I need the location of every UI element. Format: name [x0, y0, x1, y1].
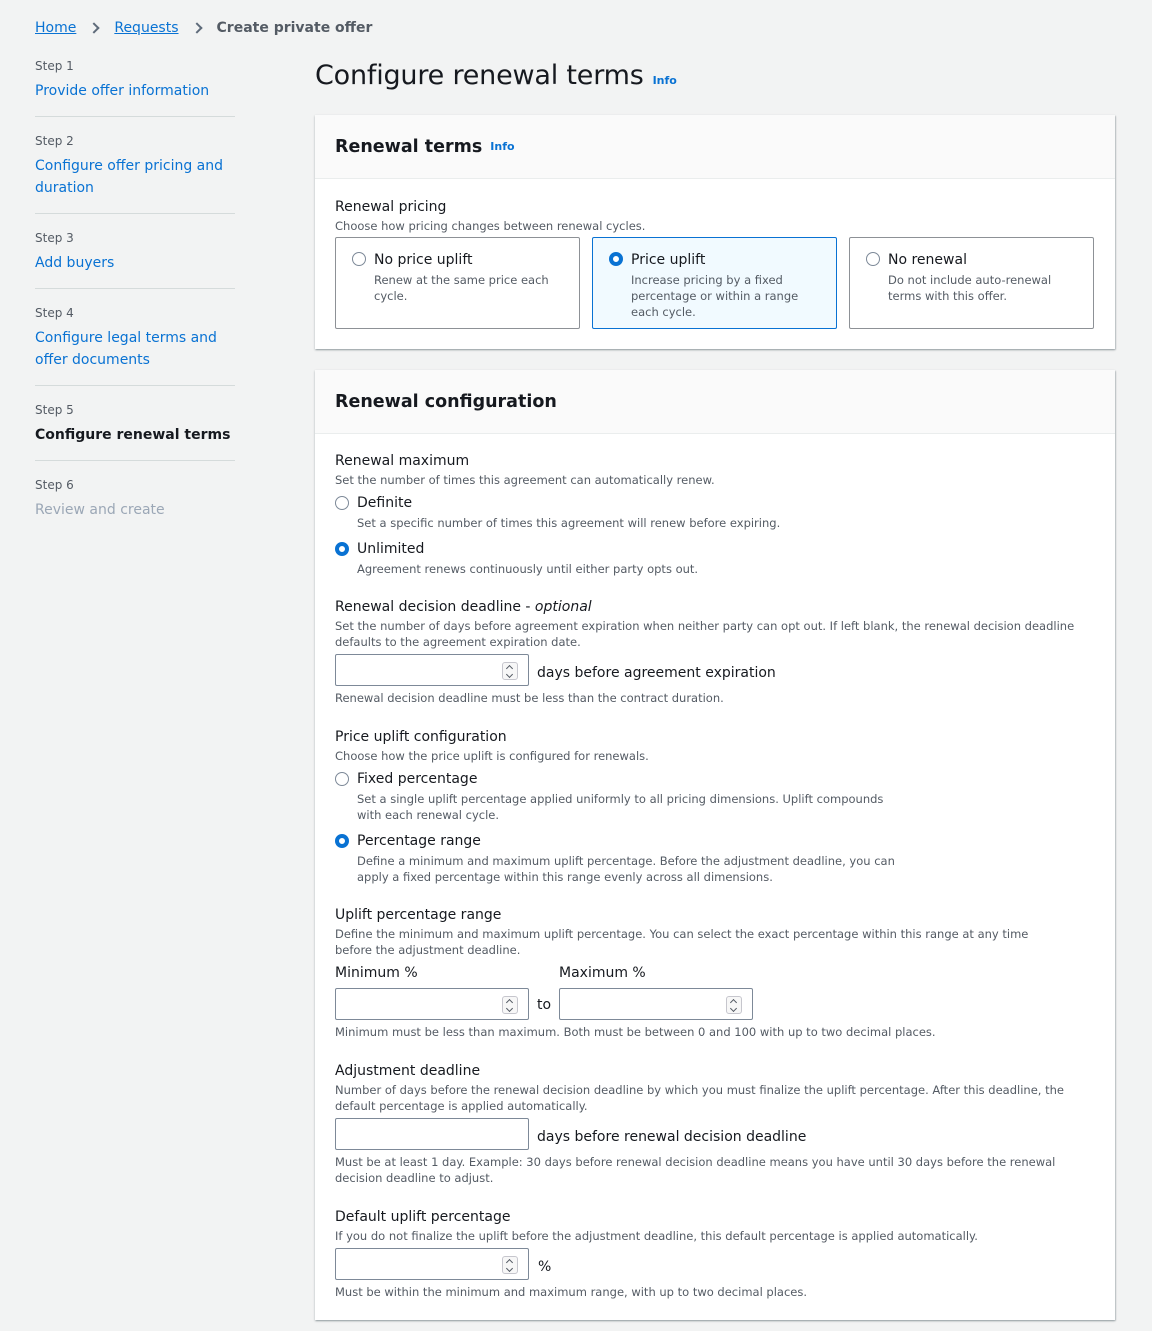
adjustment-label: Adjustment deadline [335, 1063, 481, 1079]
page-info-link[interactable]: Info [652, 74, 677, 87]
radio-label: Fixed percentage [357, 771, 478, 787]
range-label: Uplift percentage range [335, 907, 502, 923]
radio-checked-icon[interactable] [335, 542, 349, 556]
stepper-icon[interactable] [502, 662, 518, 680]
radio-label: Percentage range [357, 833, 481, 849]
deadline-desc: Set the number of days before agreement expiration when neither party can opt out. If left blank, the renewal decision deadline defaults to the agreement expiration date. [335, 619, 1075, 649]
tile-no-price-uplift[interactable] [335, 237, 580, 329]
radio-desc: Set a specific number of times this agreement will renew before expiring. [357, 516, 781, 530]
default-uplift-input[interactable] [335, 1248, 529, 1280]
tile-no-renewal[interactable] [849, 237, 1094, 329]
step-number: Step 4 [35, 306, 74, 320]
radio-desc: Agreement renews continuously until either party opts out. [357, 562, 699, 576]
deadline-label-text: Renewal decision deadline - [335, 599, 535, 615]
radio-unchecked-icon[interactable] [335, 496, 349, 510]
adjustment-desc: Number of days before the renewal decision deadline by which you must finalize the uplift percentage. After this deadline, the default percentage is applied automatically. [335, 1083, 1064, 1113]
deadline-optional-text: optional [534, 599, 592, 615]
default-uplift-suffix: % [538, 1259, 552, 1275]
radio-fixed-percentage[interactable] [335, 769, 895, 823]
radio-unchecked-icon[interactable] [866, 252, 880, 266]
step-1 [35, 58, 235, 117]
deadline-label [335, 597, 592, 617]
default-uplift-hint: Must be within the minimum and maximum range, with up to two decimal places. [335, 1285, 808, 1299]
breadcrumb-home-link[interactable]: Home [35, 20, 77, 36]
breadcrumb-requests-link[interactable]: Requests [114, 20, 179, 36]
deadline-days-input[interactable] [335, 654, 529, 686]
renewal-pricing-label: Renewal pricing [335, 199, 447, 215]
renewal-pricing-tiles [335, 237, 1094, 329]
stepper-icon[interactable] [726, 996, 742, 1014]
default-uplift-label: Default uplift percentage [335, 1209, 511, 1225]
step-number: Step 1 [35, 59, 74, 73]
tile-desc: Increase pricing by a fixed percentage or within a range each cycle. [631, 273, 799, 319]
step-2 [35, 133, 235, 214]
tile-label: No price uplift [374, 252, 473, 268]
tile-label: No renewal [888, 252, 967, 268]
wizard-steps [35, 58, 235, 551]
renewal-maximum-desc: Set the number of times this agreement can automatically renew. [335, 473, 715, 487]
breadcrumb-current: Create private offer [216, 20, 373, 36]
range-hint: Minimum must be less than maximum. Both must be between 0 and 100 with up to two decimal places. [335, 1025, 936, 1039]
radio-label: Definite [357, 495, 413, 511]
max-percent-label: Maximum % [559, 965, 646, 981]
step-number: Step 6 [35, 478, 74, 492]
renewal-terms-info-link[interactable]: Info [490, 140, 515, 153]
renewal-configuration-title: Renewal configuration [335, 391, 557, 412]
renewal-pricing-desc: Choose how pricing changes between renewal cycles. [335, 219, 646, 233]
stepper-icon[interactable] [502, 996, 518, 1014]
radio-checked-icon[interactable] [335, 834, 349, 848]
tile-label: Price uplift [631, 252, 706, 268]
deadline-hint: Renewal decision deadline must be less than the contract duration. [335, 691, 724, 705]
page-header [315, 60, 677, 91]
radio-desc: Set a single uplift percentage applied uniformly to all pricing dimensions. Uplift compounds with each renewal cycle. [357, 792, 884, 822]
chevron-right-icon [191, 22, 202, 33]
renewal-maximum-label: Renewal maximum [335, 453, 470, 469]
uplift-config-label: Price uplift configuration [335, 729, 507, 745]
adjustment-hint: Must be at least 1 day. Example: 30 days before renewal decision deadline means you have until 30 days before the renewal decision deadline to adjust. [335, 1155, 1056, 1185]
renewal-terms-title: Renewal terms [335, 136, 483, 157]
step-link-pricing-duration[interactable]: Configure offer pricing and duration [35, 158, 224, 196]
tile-desc: Do not include auto-renewal terms with this offer. [888, 273, 1052, 303]
tile-price-uplift[interactable] [592, 237, 837, 329]
page-title: Configure renewal terms [315, 60, 644, 91]
min-percent-input[interactable] [335, 988, 529, 1020]
range-to-text: to [537, 997, 552, 1013]
radio-desc: Define a minimum and maximum uplift percentage. Before the adjustment deadline, you can apply a fixed percentage within this range evenly across all dimensions. [357, 854, 895, 884]
range-desc: Define the minimum and maximum uplift percentage. You can select the exact percentage within this range at any time before the adjustment deadline. [335, 927, 1029, 957]
uplift-config-desc: Choose how the price uplift is configured for renewals. [335, 749, 649, 763]
step-number: Step 5 [35, 403, 74, 417]
step-6 [35, 477, 235, 535]
step-4 [35, 305, 235, 386]
radio-label: Unlimited [357, 541, 425, 557]
deadline-suffix: days before agreement expiration [537, 665, 776, 681]
renewal-configuration-header [315, 370, 1115, 434]
renewal-terms-container [315, 115, 1115, 349]
radio-percentage-range[interactable] [335, 831, 915, 885]
stepper-icon[interactable] [502, 1256, 518, 1274]
radio-unchecked-icon[interactable] [335, 772, 349, 786]
step-current-renewal-terms: Configure renewal terms [35, 427, 231, 443]
radio-checked-icon[interactable] [609, 252, 623, 266]
tile-desc: Renew at the same price each cycle. [374, 273, 549, 303]
step-link-offer-information[interactable]: Provide offer information [35, 83, 210, 99]
renewal-configuration-container [315, 370, 1115, 1320]
default-uplift-desc: If you do not finalize the uplift before the adjustment deadline, this default percentage is applied automatically. [335, 1229, 978, 1243]
step-number: Step 2 [35, 134, 74, 148]
breadcrumb [35, 18, 372, 38]
adjustment-days-input[interactable] [335, 1118, 529, 1150]
step-link-legal-terms[interactable]: Configure legal terms and offer documents [35, 330, 217, 368]
radio-unlimited[interactable] [335, 539, 698, 577]
radio-unchecked-icon[interactable] [352, 252, 366, 266]
chevron-right-icon [89, 22, 100, 33]
radio-definite[interactable] [335, 493, 780, 531]
adjustment-suffix: days before renewal decision deadline [537, 1129, 807, 1145]
renewal-terms-header [315, 115, 1115, 179]
max-percent-input[interactable] [559, 988, 753, 1020]
step-review-create: Review and create [35, 502, 165, 518]
step-5 [35, 402, 235, 461]
min-percent-label: Minimum % [335, 965, 418, 981]
step-number: Step 3 [35, 231, 74, 245]
step-3 [35, 230, 235, 289]
step-link-add-buyers[interactable]: Add buyers [35, 255, 115, 271]
